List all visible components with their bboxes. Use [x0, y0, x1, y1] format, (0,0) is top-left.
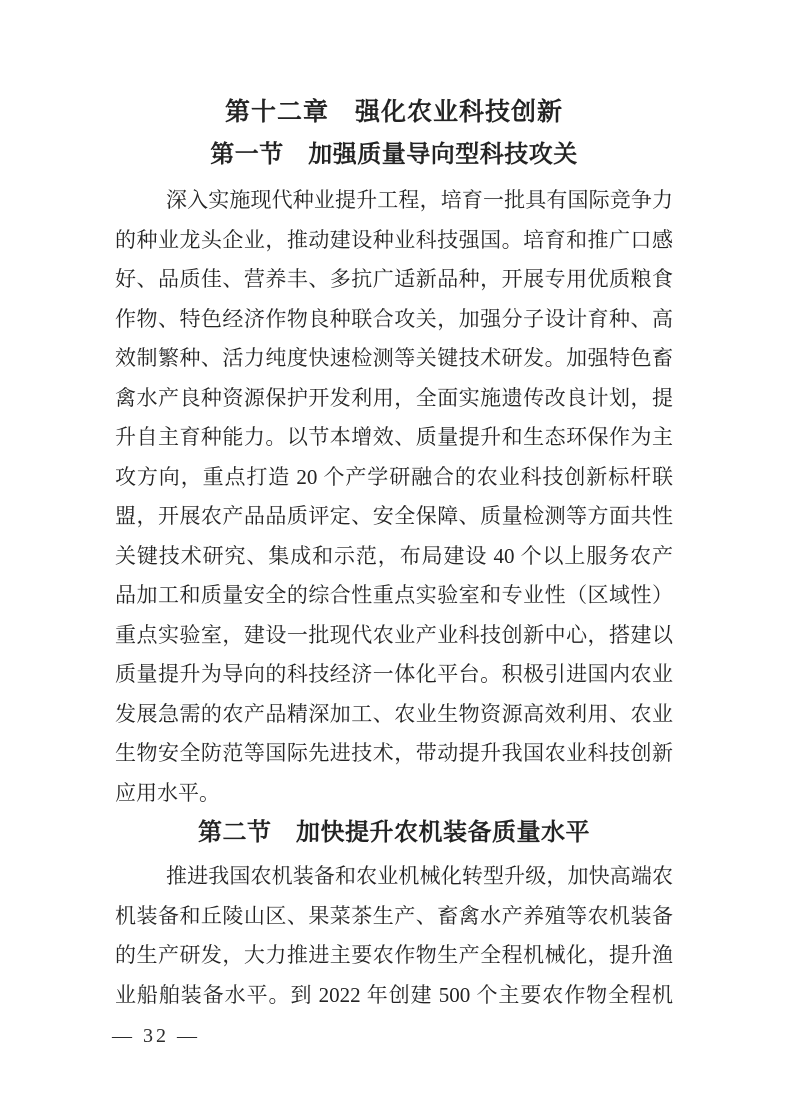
text-line: 深入实施现代种业提升工程，培育一批具有国际竞争力: [166, 188, 673, 212]
chapter-title: 第十二章 强化农业科技创新: [224, 98, 563, 126]
text-line: 生物安全防范等国际先进技术，带动提升我国农业科技创新: [115, 741, 673, 765]
text-line: 质量提升为导向的科技经济一体化平台。积极引进国内农业: [115, 662, 673, 686]
text-line: 禽水产良种资源保护开发利用，全面实施遗传改良计划，提: [115, 385, 673, 410]
text-line: 好、品质佳、营养丰、多抗广适新品种，开展专用优质粮食: [115, 267, 673, 291]
text-line: 的生产研发，大力推进主要农作物生产全程机械化，提升渔: [115, 943, 673, 967]
text-line: 的种业龙头企业，推动建设种业科技强国。培育和推广口感: [115, 227, 673, 252]
text-line: 重点实验室，建设一批现代农业产业科技创新中心，搭建以: [115, 622, 673, 647]
text-line: 业船舶装备水平。到 2022 年创建 500 个主要农作物全程机: [115, 982, 673, 1007]
text-line: 效制繁种、活力纯度快速检测等关键技术研发。加强特色畜: [115, 346, 673, 370]
text-line: 攻方向，重点打造 20 个产学研融合的农业科技创新标杆联: [115, 464, 673, 489]
text-line: 盟，开展农产品品质评定、安全保障、质量检测等方面共性: [115, 504, 673, 528]
text-line: 升自主育种能力。以节本增效、质量提升和生态环保作为主: [115, 425, 673, 449]
text-line: 关键技术研究、集成和示范，布局建设 40 个以上服务农产: [115, 543, 673, 568]
text-line: 机装备和丘陵山区、果菜茶生产、畜禽水产养殖等农机装备: [115, 903, 673, 928]
section-2-paragraph: [115, 857, 673, 1015]
text-line: 应用水平。: [115, 780, 220, 805]
text-line: 作物、特色经济作物良种联合攻关，加强分子设计育种、高: [115, 306, 673, 331]
text-line: 推进我国农机装备和农业机械化转型升级，加快高端农: [166, 864, 673, 888]
section-1-paragraph: [115, 181, 673, 813]
section-1-title: 第一节 加强质量导向型科技攻关: [210, 142, 578, 168]
text-line: 发展急需的农产品精深加工、农业生物资源高效利用、农业: [115, 701, 673, 726]
section-2-title: 第二节 加快提升农机装备质量水平: [198, 820, 590, 846]
page-number: — 32 —: [112, 1025, 200, 1047]
text-line: 品加工和质量安全的综合性重点实验室和专业性（区域性）: [115, 583, 673, 607]
